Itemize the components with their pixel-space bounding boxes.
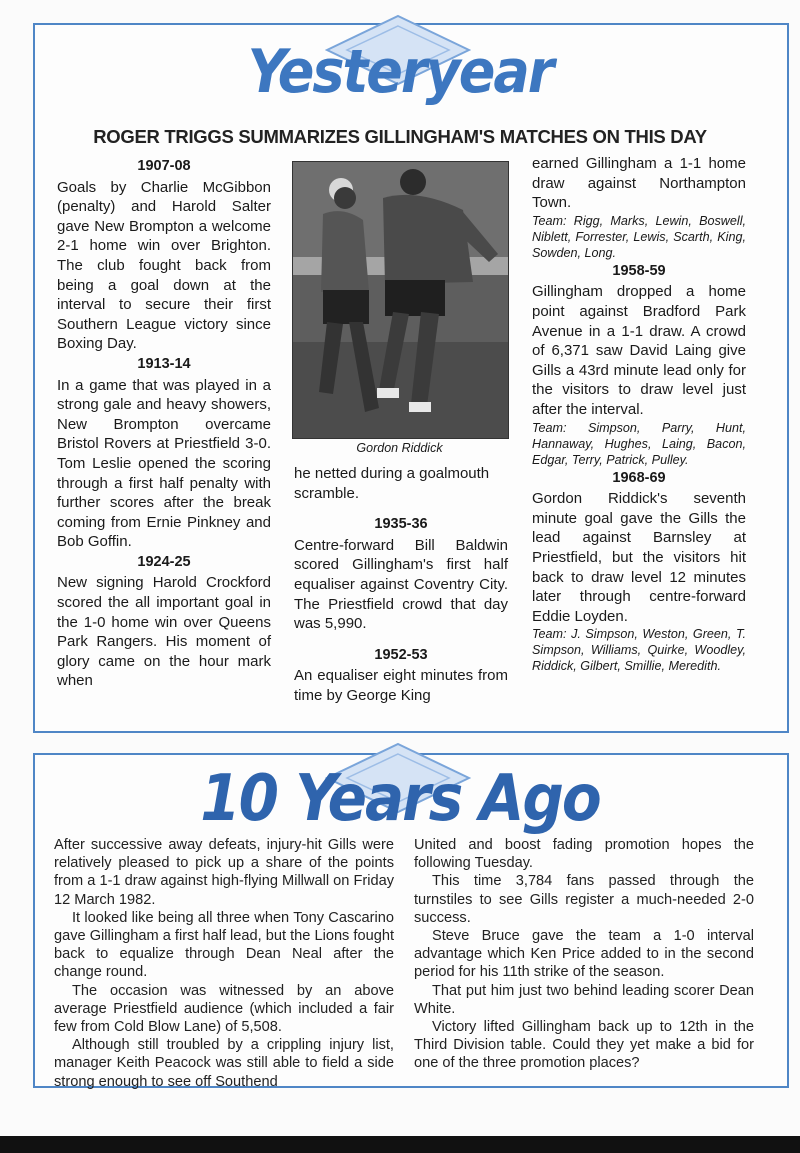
article-headline: ROGER TRIGGS SUMMARIZES GILLINGHAM'S MATCHES ON THIS DAY [93, 126, 707, 147]
yesteryear-column-1 [57, 156, 271, 691]
season-heading: 1913-14 [137, 355, 191, 372]
article-paragraph: The occasion was witnessed by an above average Priestfield audience (which included a fair few from Cold Blow Lane) of 5,508. [54, 982, 394, 1036]
yesteryear-column-2 [294, 464, 508, 706]
season-heading: 1935-36 [374, 516, 428, 533]
season-text: New signing Harold Crockford scored the all important goal in the 1-0 home win over Queens Park Rangers. His moment of glory came on the hour mark when [57, 574, 271, 690]
season-text: An equaliser eight minutes from time by George King [294, 667, 508, 704]
season-heading: 1952-53 [374, 646, 428, 663]
photo-caption: Gordon Riddick [356, 441, 443, 455]
yesteryear-column-3 [532, 154, 746, 674]
article-paragraph: Steve Bruce gave the team a 1-0 interval advantage which Ken Price added to in the second period for his 11th strike of the season. [414, 928, 754, 981]
team-lineup: Team: Rigg, Marks, Lewin, Boswell, Niblett, Forrester, Lewis, Scarth, King, Sowden, Long. [532, 213, 746, 260]
football-photo [292, 161, 509, 439]
article-paragraph: That put him just two behind leading scorer Dean White. [414, 982, 754, 1017]
article-paragraph: It looked like being all three when Tony Cascarino gave Gillingham a first half lead, but the Lions fought back to equalize through Dean Neal after the change round. [54, 909, 394, 981]
season-heading: 1968-69 [612, 469, 666, 486]
season-text: earned Gillingham a 1-1 home draw against Northampton Town. [532, 155, 746, 212]
article-paragraph: After successive away defeats, injury-hit Gills were relatively pleased to pick up a share of the points from a 1-1 draw against high-flying Millwall on Friday 12 March 1982. [54, 837, 394, 908]
article-paragraph: Victory lifted Gillingham back up to 12th in the Third Division table. Could they yet make a bid for one of the three promotion places? [414, 1019, 754, 1072]
season-heading: 1958-59 [612, 262, 666, 279]
season-text: Centre-forward Bill Baldwin scored Gillingham's first half equaliser against Coventry City. The Priestfield crowd that day was 5,990. [294, 536, 508, 633]
team-lineup: Team: J. Simpson, Weston, Green, T. Simpson, Williams, Quirke, Woodley, Riddick, Gilbert, Smillie, Meredith. [532, 627, 746, 674]
article-paragraph: United and boost fading promotion hopes the following Tuesday. [414, 837, 754, 872]
article-paragraph: Although still troubled by a crippling injury list, manager Keith Peacock was still able to field a side strong enough to see off Southend [54, 1037, 394, 1090]
article-paragraph: This time 3,784 fans passed through the turnstiles to see Gills register a much-needed 2-0 success. [414, 873, 754, 926]
season-text: he netted during a goalmouth scramble. [294, 465, 490, 502]
season-heading: 1907-08 [137, 158, 191, 174]
ten-years-column-2 [414, 836, 754, 1073]
season-text: Goals by Charlie McGibbon (penalty) and Harold Salter gave New Brompton a welcome 2-1 home win over Brighton. The club fought back from being a goal down at the interval to secure their first Southern League victory since Boxing Day. [57, 178, 271, 353]
season-heading: 1924-25 [137, 553, 191, 570]
yesteryear-title: Yesteryear [247, 36, 553, 107]
ten-years-ago-title: 10 Years Ago [200, 760, 600, 836]
team-lineup: Team: Simpson, Parry, Hunt, Hannaway, Hughes, Laing, Bacon, Edgar, Terry, Patrick, Pulley. [532, 420, 746, 467]
season-text: In a game that was played in a strong gale and heavy showers, New Brompton overcame Bristol Rovers at Priestfield 3-0. Tom Leslie opened the scoring through a first half penalty with further scores after the break coming from Ernie Pinkney and Bob Goffin. [57, 376, 271, 551]
page-bottom-edge [0, 1136, 800, 1153]
season-text: Gordon Riddick's seventh minute goal gave the Gills the lead against Barnsley at Priestfield, but the visitors hit back to draw level 12 minutes later through centre-forward Eddie Loyden. [532, 490, 746, 625]
ten-years-column-1 [54, 836, 394, 1091]
season-text: Gillingham dropped a home point against Bradford Park Avenue in a 1-1 draw. A crowd of 6,371 saw David Laing give Gills a 43rd minute lead only for the visitors to draw level just after the interval. [532, 283, 746, 418]
